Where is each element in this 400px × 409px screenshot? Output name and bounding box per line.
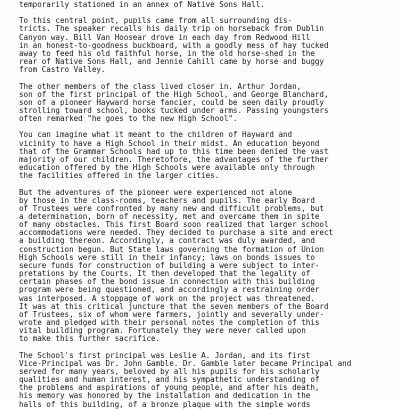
paragraph-board-of-trustees: But the adventures of the pioneer were experienced not alone by those in the class-rooms, teachers and pupils. The early Board of Trustees were confronted by many new and difficult problems, but a determination, born of necessity, met and overcame them in spite of many obstacles. This first Board soon realized that larger school accommodations were needed. They decided to purchase a site and erect a building thereon. Accordingly, a contract was duly awarded, and construction begun. But State laws governing the formation of Union High Schools were still in their infancy; laws on bonds issues to secure funds for construction of building a were subject to inter- pretations by the Courts. It then developed that the legality of certain phases of the bond issue in connection with this building program were being questioned, and accordingly a restraining order was interposed. A stoppage of work on the project was threatened. It was at this critical juncture that the seven members of the Board of Trustees, six of whom were farmers, jointly and severally under- wrote and pledged with their personal notes the completion of this vital building program. Fortunately they were never called upon to make this further sacrifice. [19, 187, 334, 344]
paragraph-annex: temporarily stationed in an annex of Native Sons Hall. [19, 0, 265, 9]
paragraph-class-members: The other members of the class lived closer in. Arthur Jordan, son of the first principal of the High School, and George Blanchard, son of a pioneer Hayward horse fancier, could be seen daily proudly strolling toward school, books tucked under arms. Passing youngsters often remarked "he goes to the new High School". [19, 81, 329, 124]
paragraph-pupils-travel: To this central point, pupils came from all surrounding dis- tricts. The speaker recalls his daily trip on horseback from Dublin Canyon way. Bill Van Hoosear drove in each day from Redwood Hill in an honest-to-goodness buckboard, with a goodly mess of hay tucked away to feed his old faithful horse, in the old horse-shed in the rear of Native Sons Hall, and Jennie Cahill came by horse and buggy from Castro Valley. [19, 16, 329, 75]
paragraph-education-meaning: You can imagine what it meant to the children of Hayward and vicinity to have a High School in their midst. An education beyond that of the Grammar Schools had up to this time been denied the vast majority of our children. Theretofore, the advantages of the further education offered by the High Schools were available only through the facilities offered in the larger cities. [19, 130, 329, 181]
paragraph-first-principal: The School's first principal was Leslie A. Jordan, and its first Vice-Principal was Dr. John Gamble. Dr. Gamble later became Principal and served for many years, beloved by all his pupils for his scholarly qualities and human interest, and his sympathetic understanding of the problems and aspirations of young people, and after his death, his memory was honored by the installation and dedication in the halls of this building, of a bronze plaque with the simple words [19, 350, 352, 409]
